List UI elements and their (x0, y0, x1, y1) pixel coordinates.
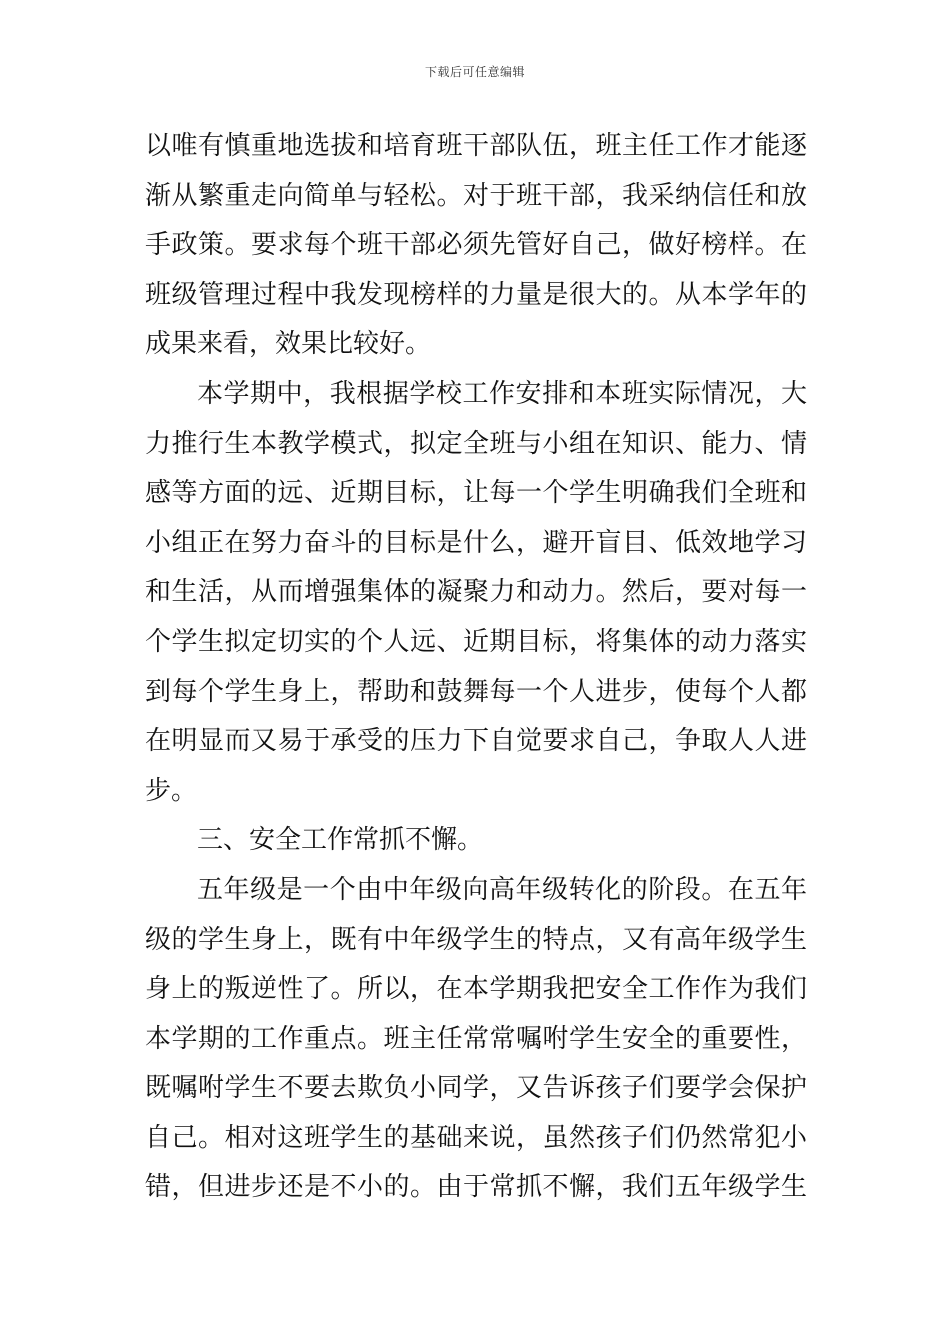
text-line: 成果来看，效果比较好。 (145, 329, 432, 360)
text-line: 步。 (145, 775, 198, 806)
body-text (145, 122, 807, 1213)
text-line: 既嘱咐学生不要去欺负小同学，又告诉孩子们要学会保护 (145, 1073, 807, 1104)
text-line: 和生活，从而增强集体的凝聚力和动力。然后，要对每一 (145, 577, 807, 608)
text-line: 级的学生身上，既有中年级学生的特点，又有高年级学生 (145, 924, 807, 955)
text-line: 三、安全工作常抓不懈。 (197, 825, 484, 856)
text-line: 个学生拟定切实的个人远、近期目标，将集体的动力落实 (145, 626, 807, 657)
page-header: 下载后可任意编辑 (424, 65, 525, 79)
text-line: 渐从繁重走向简单与轻松。对于班干部，我采纳信任和放 (145, 180, 807, 211)
text-line: 手政策。要求每个班干部必须先管好自己，做好榜样。在 (145, 230, 807, 261)
text-line: 错，但进步还是不小的。由于常抓不懈，我们五年级学生 (145, 1172, 807, 1203)
text-line: 到每个学生身上，帮助和鼓舞每一个人进步，使每个人都 (145, 676, 807, 707)
text-line: 力推行生本教学模式，拟定全班与小组在知识、能力、情 (145, 428, 807, 459)
text-line: 自己。相对这班学生的基础来说，虽然孩子们仍然常犯小 (145, 1122, 807, 1153)
text-line: 感等方面的远、近期目标，让每一个学生明确我们全班和 (145, 478, 807, 509)
text-line: 以唯有慎重地选拔和培育班干部队伍，班主任工作才能逐 (145, 131, 807, 161)
text-line: 班级管理过程中我发现榜样的力量是很大的。从本学年的 (145, 279, 807, 310)
text-line: 身上的叛逆性了。所以，在本学期我把安全工作作为我们 (145, 974, 807, 1005)
text-line: 在明显而又易于承受的压力下自觉要求自己，争取人人进 (145, 726, 807, 757)
text-line: 小组正在努力奋斗的目标是什么，避开盲目、低效地学习 (145, 527, 807, 558)
text-line: 五年级是一个由中年级向高年级转化的阶段。在五年 (197, 874, 807, 905)
text-line: 本学期中，我根据学校工作安排和本班实际情况，大 (197, 378, 807, 409)
text-line: 本学期的工作重点。班主任常常嘱咐学生安全的重要性， (145, 1023, 807, 1054)
